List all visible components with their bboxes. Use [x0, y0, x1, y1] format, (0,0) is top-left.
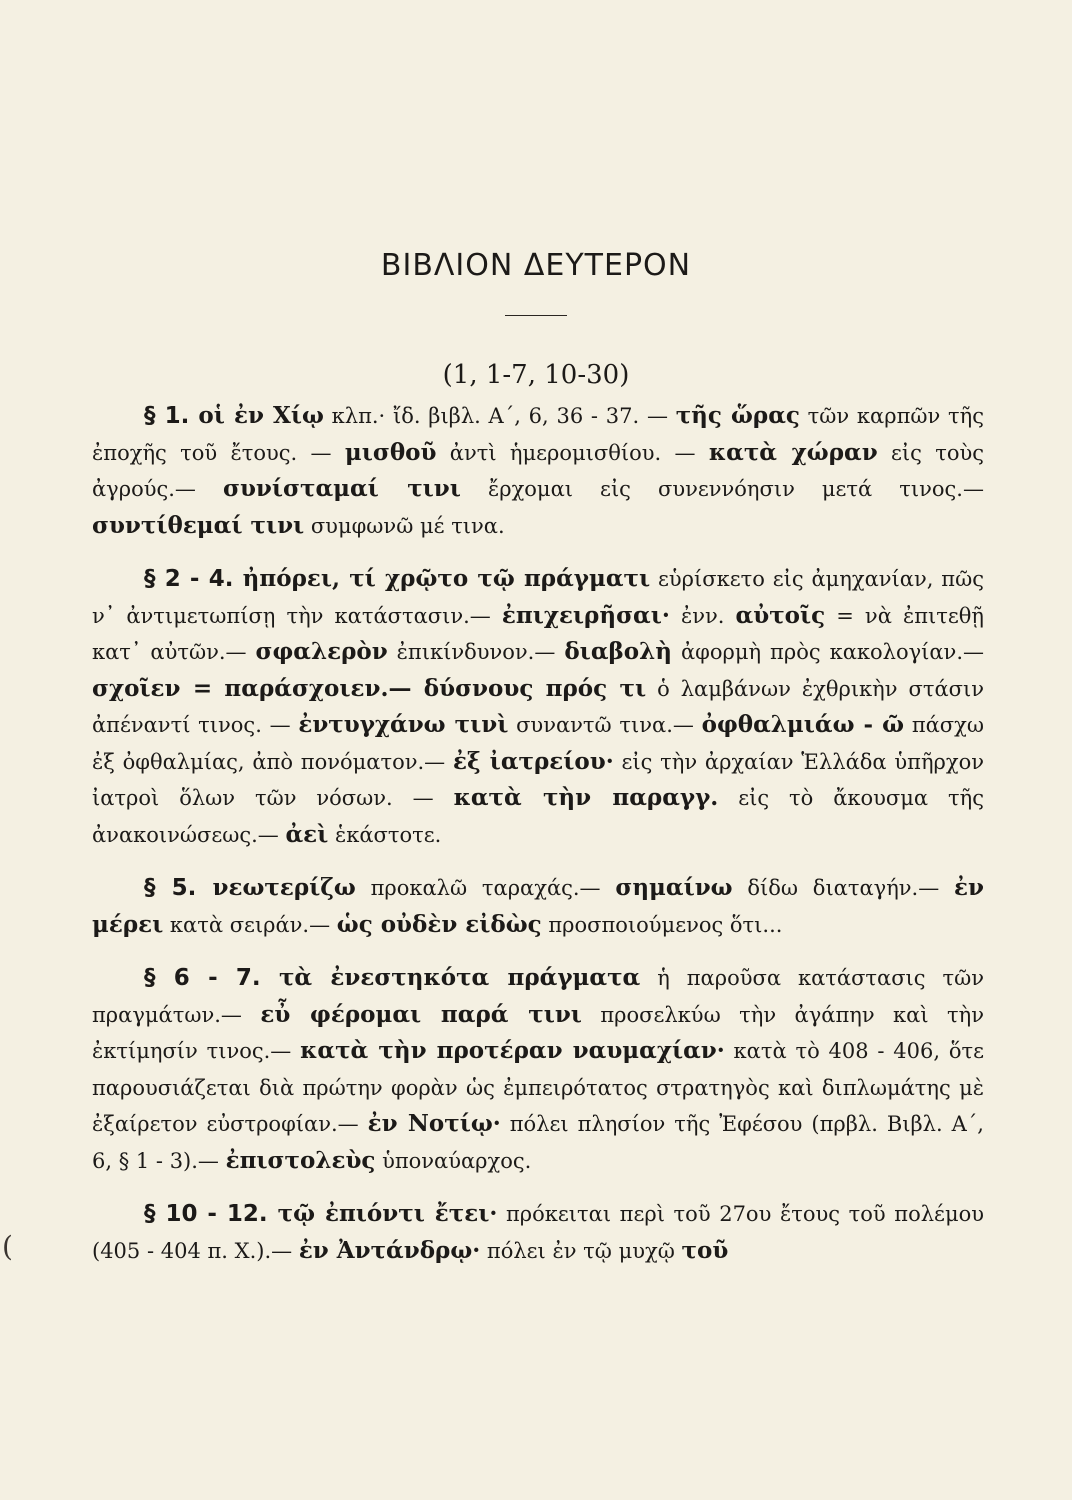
- lemma-term: μισθοῦ: [344, 438, 437, 466]
- lemma-term: ὀφθαλμιάω - ῶ: [701, 711, 905, 738]
- lemma-term: τῆς ὥρας: [675, 402, 800, 429]
- gloss-text: ὑποναύαρχος.: [375, 1148, 532, 1173]
- lemma-term: οἱ ἐν Χίῳ: [198, 402, 324, 429]
- gloss-text: πόλει ἐν τῷ μυχῷ: [480, 1238, 682, 1263]
- gloss-text: ἡ παροῦσα κατάστασις τῶν πραγμάτων.—: [92, 966, 984, 1027]
- lemma-term: συντίθεμαί τινι: [92, 511, 305, 539]
- gloss-text: ἀφορμὴ πρὸς κακολογίαν.—: [671, 640, 985, 664]
- gloss-text: συναντῶ τινα.—: [508, 713, 702, 737]
- gloss-text: = νὰ ἐπιτεθῇ κατ᾿ αὐτῶν.—: [92, 603, 985, 664]
- lemma-term: κατὰ χώραν: [708, 438, 878, 466]
- commentary-paragraph: [92, 398, 984, 544]
- lemma-term: ἐπιστολεὺς: [225, 1146, 376, 1174]
- gloss-text: κλπ.· ἴδ. βιβλ. Α΄, 6, 36 - 37. —: [323, 404, 676, 428]
- lemma-term: εὖ φέρομαι παρά τινι: [260, 1000, 582, 1028]
- lemma-term: ἐν μέρει: [92, 874, 984, 938]
- section-number: § 10 - 12.: [144, 1201, 278, 1227]
- lemma-term: τὰ ἐνεστηκότα πράγματα: [278, 964, 641, 991]
- gloss-text: ὁ λαμβάνων ἐχθρικὴν στάσιν ἀπέναντί τινος. —: [92, 676, 985, 737]
- gloss-text: ἐπικίνδυνον.—: [387, 640, 565, 664]
- gloss-text: τῶν καρπῶν τῆς ἐποχῆς τοῦ ἔτους. —: [92, 404, 984, 465]
- lemma-term: ἐν Ἀντάνδρῳ·: [298, 1236, 481, 1264]
- heading-rule: [505, 315, 567, 316]
- lemma-term: ὡς οὐδὲν εἰδὼς: [336, 910, 542, 938]
- commentary-paragraph: [92, 1196, 984, 1269]
- lemma-term: σημαίνω: [615, 874, 733, 901]
- lemma-term: τῷ ἐπιόντι ἔτει·: [277, 1200, 498, 1227]
- gloss-text: δίδω διαταγήν.—: [732, 876, 955, 900]
- gloss-text: ἑκάστοτε.: [328, 822, 442, 847]
- lemma-term: ἀεὶ: [285, 820, 329, 848]
- gloss-text: εἰς τὸ ἄκουσμα τῆς ἀνακοινώσεως.—: [92, 786, 984, 847]
- gloss-text: κατὰ τὸ 408 - 406, ὅτε παρουσιάζεται διὰ πρώτην φορὰν ὡς ἐμπειρότατος στρατηγὸς καὶ διπλωμάτης μὲ ἐξαίρετον εὐστροφίαν.—: [92, 1039, 985, 1136]
- chapter-range: (1, 1-7, 10-30): [442, 360, 630, 390]
- commentary-paragraph: [92, 960, 984, 1179]
- commentary-paragraph: [92, 870, 984, 943]
- gloss-text: πάσχω ἐξ ὀφθαλμίας, ἀπὸ πονόματον.—: [92, 713, 984, 774]
- lemma-term: ἐξ ἰατρείου·: [452, 747, 614, 775]
- commentary-paragraph: [92, 561, 984, 853]
- gloss-text: εὑρίσκετο εἰς ἀμηχανίαν, πῶς ν᾿ ἀντιμετωπίσῃ τὴν κατάστασιν.—: [92, 567, 984, 628]
- lemma-term: ἐντυγχάνω τινὶ: [298, 711, 509, 738]
- lemma-term: ἠπόρει, τί χρῷτο τῷ πράγματι: [242, 565, 651, 592]
- gloss-text: προκαλῶ ταραχάς.—: [355, 876, 616, 900]
- gloss-text: εἰς τοὺς ἀγρούς.—: [92, 440, 984, 501]
- lemma-term: νεωτερίζω: [212, 874, 356, 901]
- gloss-text: πόλει πλησίον τῆς Ἐφέσου (πρβλ. Βιβλ. Α΄, 6, § 1 - 3).—: [92, 1112, 984, 1173]
- lemma-term: συνίσταμαί τινι: [223, 475, 461, 502]
- gloss-text: προσποιούμενος ὅτι...: [541, 912, 783, 937]
- book-heading: ΒΙΒΛΙΟΝ ΔΕΥΤΕΡΟΝ: [380, 248, 692, 283]
- margin-mark: (: [2, 1230, 13, 1263]
- lemma-term: αὐτοῖς: [735, 601, 826, 629]
- section-number: § 6 - 7.: [144, 965, 279, 991]
- gloss-text: εἰς τὴν ἀρχαίαν Ἑλλάδα ὑπῆρχον ἰατροὶ ὅλων τῶν νόσων. —: [92, 749, 985, 810]
- gloss-text: συμφωνῶ μέ τινα.: [304, 513, 505, 538]
- lemma-term: τοῦ: [681, 1236, 729, 1264]
- gloss-text: ἔρχομαι εἰς συνεννόησιν μετά τινος.—: [460, 477, 984, 501]
- gloss-text: προσελκύω τὴν ἀγάπην καὶ τὴν ἐκτίμησίν τινος.—: [92, 1002, 984, 1063]
- lemma-term: σφαλερὸν: [255, 638, 388, 665]
- gloss-text: κατὰ σειράν.—: [163, 912, 337, 937]
- gloss-text: πρόκειται περὶ τοῦ 27ου ἔτους τοῦ πολέμου (405 - 404 π. Χ.).—: [92, 1202, 984, 1263]
- lemma-term: σχοῖεν = παράσχοιεν.— δύσνους πρός τι: [92, 674, 647, 702]
- section-number: § 1.: [144, 403, 199, 429]
- section-number: § 5.: [144, 875, 213, 901]
- lemma-term: κατὰ τὴν παραγγ.: [453, 784, 719, 811]
- lemma-term: ἐπιχειρῆσαι·: [501, 601, 670, 629]
- lemma-term: διαβολὴ: [564, 638, 672, 665]
- gloss-text: ἐνν.: [669, 603, 736, 628]
- lemma-term: κατὰ τὴν προτέραν ναυμαχίαν·: [300, 1037, 725, 1064]
- lemma-term: ἐν Νοτίῳ·: [367, 1110, 501, 1137]
- commentary-body: [92, 398, 984, 1269]
- section-number: § 2 - 4.: [144, 566, 243, 592]
- gloss-text: ἀντὶ ἡμερομισθίου. —: [436, 440, 709, 465]
